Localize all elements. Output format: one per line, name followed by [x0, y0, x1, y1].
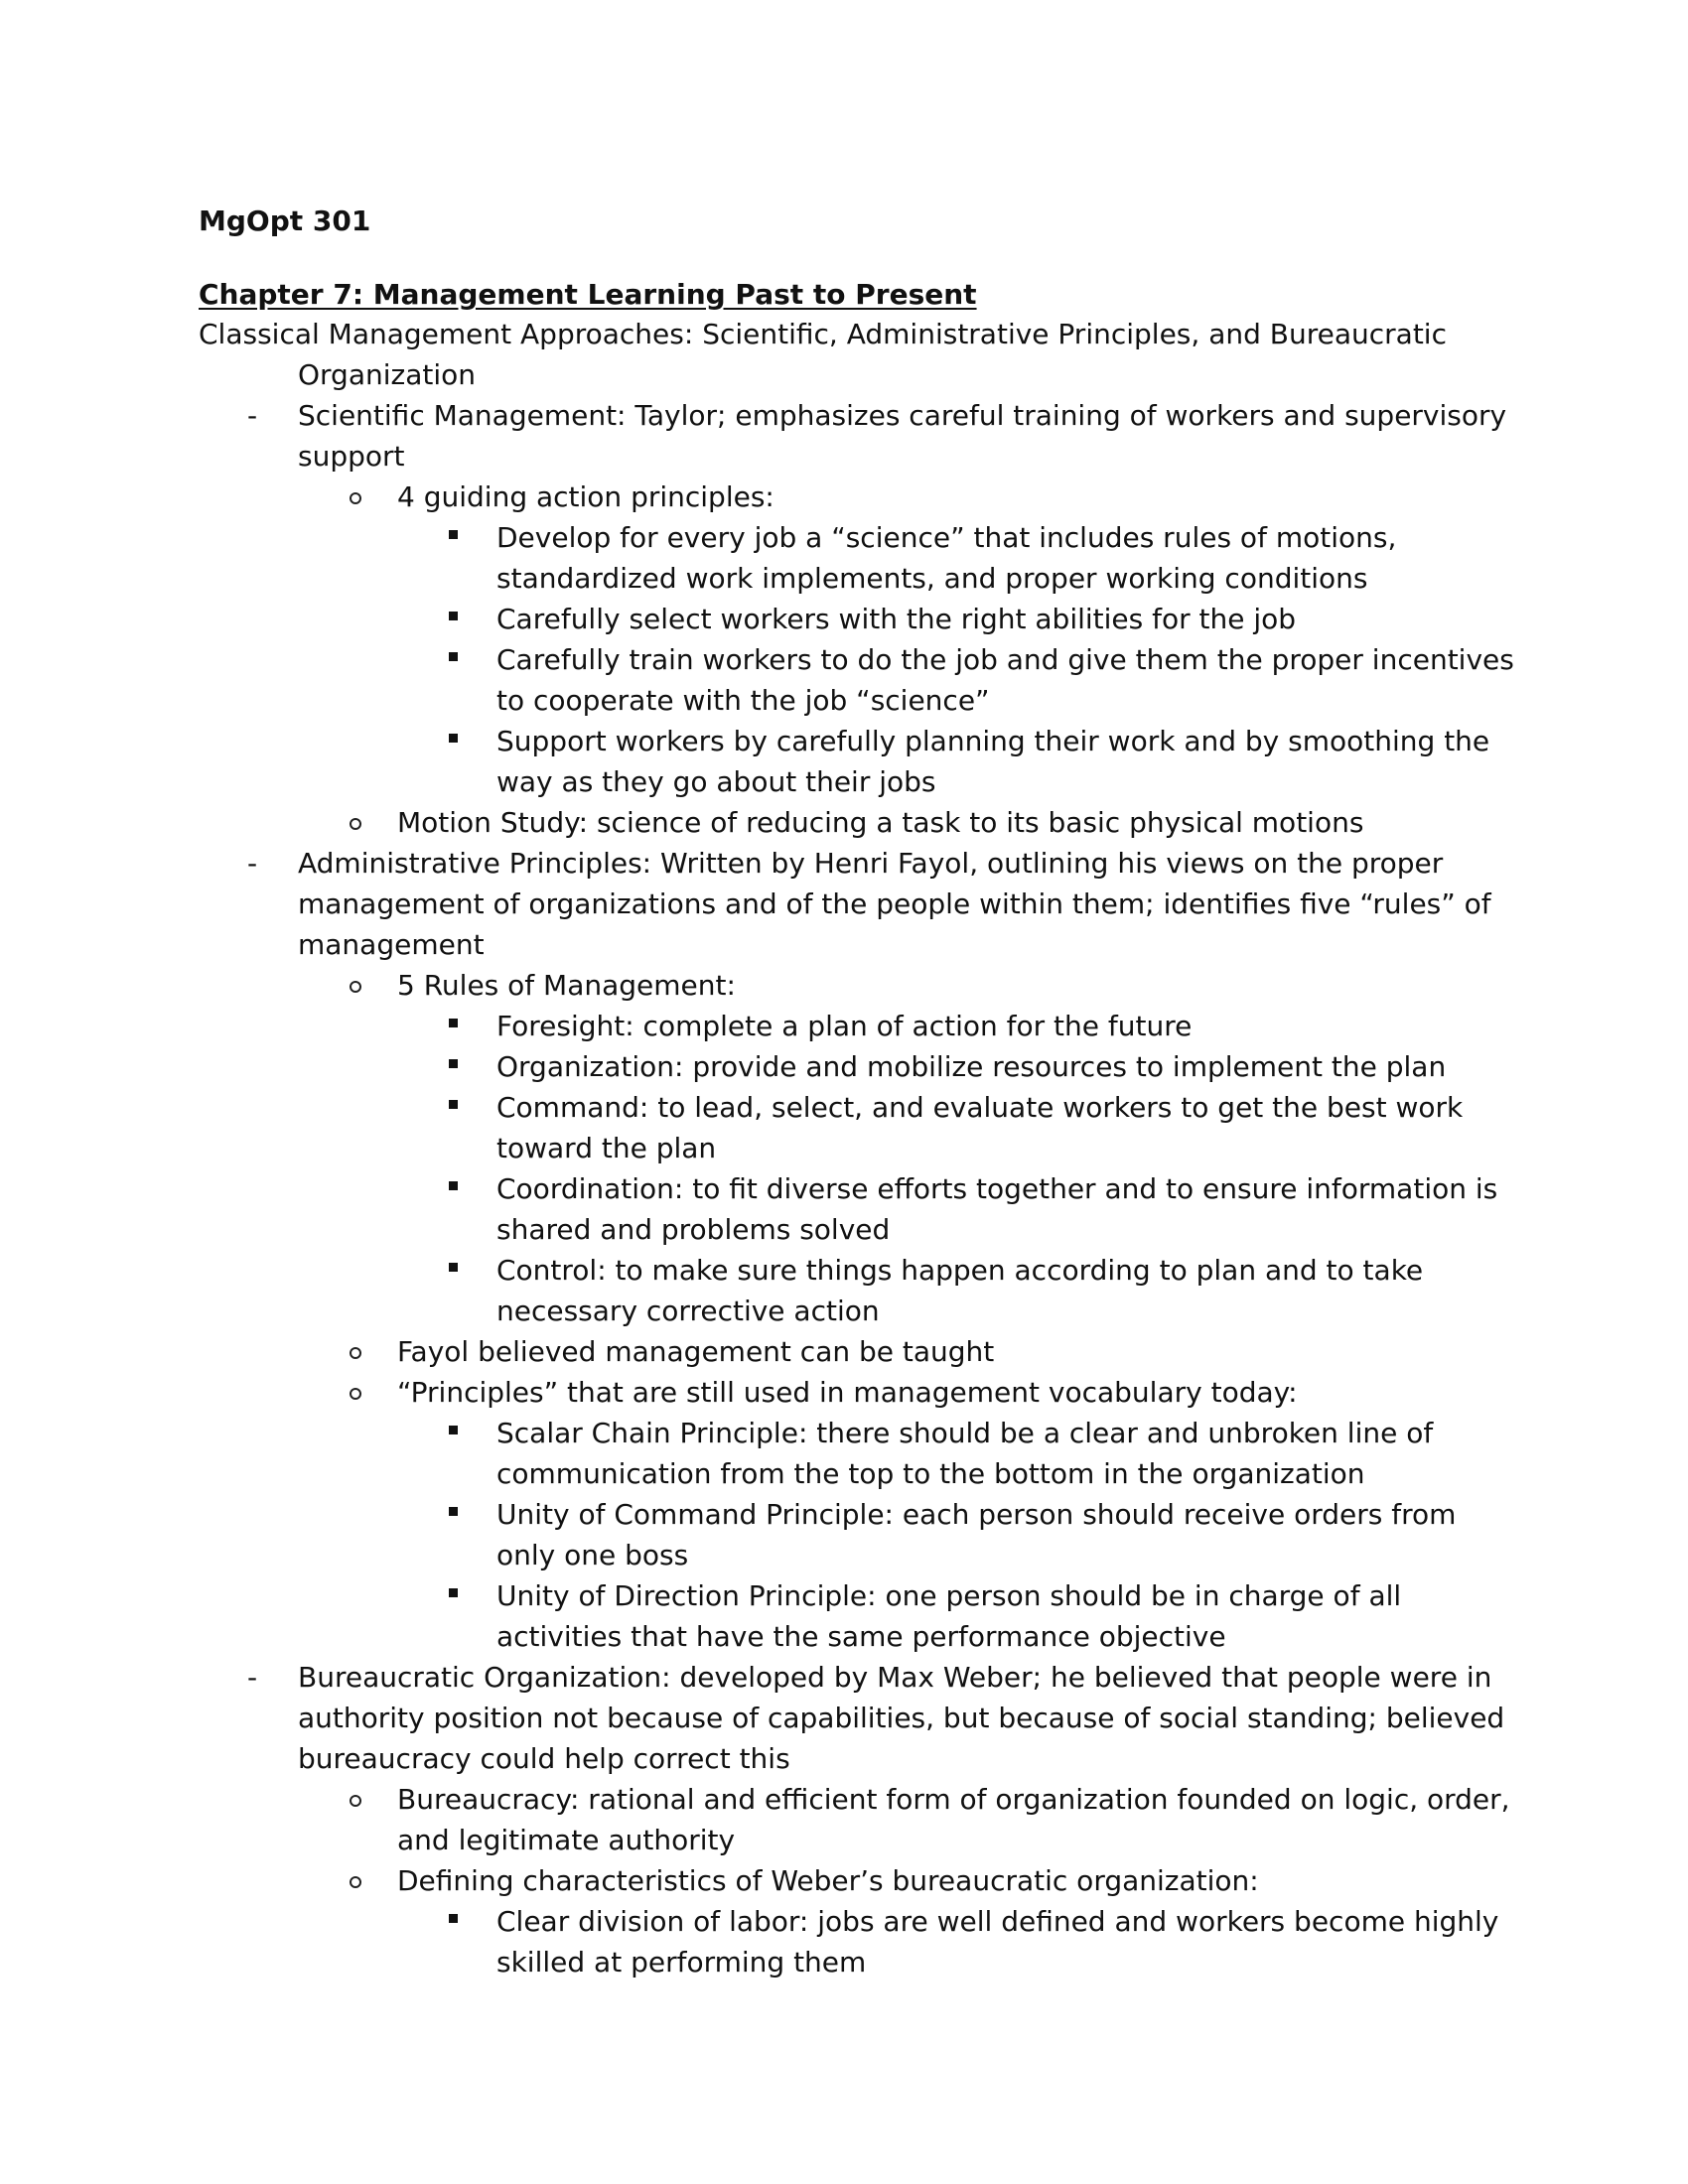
- principle-1-line-1: Scalar Chain Principle: there should be a clear and unbroken line of: [496, 1417, 1434, 1449]
- square-bullet-icon: [449, 1181, 458, 1190]
- chapter-heading: Chapter 7: Management Learning Past to Present: [199, 278, 977, 311]
- dash-bullet: -: [246, 399, 258, 432]
- bureaucratic-line-1: Bureaucratic Organization: developed by Max Weber; he believed that people were in: [298, 1661, 1492, 1694]
- rule-5-line-1: Control: to make sure things happen according to plan and to take: [496, 1254, 1424, 1287]
- principle-3-line-2: activities that have the same performance objective: [496, 1620, 1226, 1653]
- guiding-principle-3-line-1: Carefully train workers to do the job and give them the proper incentives: [496, 643, 1514, 676]
- square-bullet-icon: [449, 1019, 458, 1027]
- square-bullet-icon: [449, 612, 458, 620]
- rule-2: Organization: provide and mobilize resources to implement the plan: [496, 1050, 1447, 1083]
- course-title: MgOpt 301: [199, 205, 371, 237]
- square-bullet-icon: [449, 530, 458, 539]
- circle-bullet-icon: [350, 1795, 361, 1807]
- fayol-taught: Fayol believed management can be taught: [397, 1335, 995, 1368]
- motion-study: Motion Study: science of reducing a task to its basic physical motions: [397, 806, 1364, 839]
- principle-3-line-1: Unity of Direction Principle: one person should be in charge of all: [496, 1579, 1402, 1612]
- rule-5-line-2: necessary corrective action: [496, 1295, 880, 1327]
- scientific-line-1: Scientific Management: Taylor; emphasizes careful training of workers and supervisory: [298, 399, 1507, 432]
- guiding-principle-2: Carefully select workers with the right abilities for the job: [496, 603, 1297, 635]
- bureaucracy-line-1: Bureaucracy: rational and efficient form of organization founded on logic, order,: [397, 1783, 1510, 1816]
- principle-2-line-2: only one boss: [496, 1539, 689, 1571]
- intro-line-2: Organization: [298, 358, 477, 391]
- guiding-principle-1-line-2: standardized work implements, and proper working conditions: [496, 562, 1368, 595]
- square-bullet-icon: [449, 652, 458, 661]
- square-bullet-icon: [449, 1426, 458, 1434]
- bureaucratic-line-3: bureaucracy could help correct this: [298, 1742, 790, 1775]
- circle-bullet-icon: [350, 1388, 361, 1400]
- characteristic-1-line-2: skilled at performing them: [496, 1946, 867, 1979]
- administrative-line-2: management of organizations and of the people within them; identifies five “rules” of: [298, 887, 1491, 920]
- rule-4-line-2: shared and problems solved: [496, 1213, 891, 1246]
- bureaucracy-line-2: and legitimate authority: [397, 1824, 736, 1856]
- scientific-line-2: support: [298, 440, 405, 473]
- square-bullet-icon: [449, 1263, 458, 1272]
- administrative-line-3: management: [298, 928, 485, 961]
- circle-bullet-icon: [350, 1876, 361, 1888]
- guiding-principle-4-line-2: way as they go about their jobs: [496, 765, 936, 798]
- rule-3-line-1: Command: to lead, select, and evaluate workers to get the best work: [496, 1091, 1464, 1124]
- bureaucratic-line-2: authority position not because of capabilities, but because of social standing; believed: [298, 1702, 1505, 1734]
- characteristics-heading: Defining characteristics of Weber’s bureaucratic organization:: [397, 1864, 1259, 1897]
- square-bullet-icon: [449, 1059, 458, 1068]
- circle-bullet-icon: [350, 981, 361, 993]
- dash-bullet: -: [246, 847, 258, 880]
- principle-1-line-2: communication from the top to the bottom in the organization: [496, 1457, 1365, 1490]
- intro-line-1: Classical Management Approaches: Scientific, Administrative Principles, and Bureaucratic: [199, 318, 1447, 350]
- guiding-principle-4-line-1: Support workers by carefully planning their work and by smoothing the: [496, 725, 1490, 757]
- rules-heading: 5 Rules of Management:: [397, 969, 736, 1002]
- rule-1: Foresight: complete a plan of action for the future: [496, 1010, 1193, 1042]
- square-bullet-icon: [449, 1507, 458, 1516]
- circle-bullet-icon: [350, 1347, 361, 1359]
- characteristic-1-line-1: Clear division of labor: jobs are well defined and workers become highly: [496, 1905, 1499, 1938]
- principle-2-line-1: Unity of Command Principle: each person should receive orders from: [496, 1498, 1457, 1531]
- circle-bullet-icon: [350, 818, 361, 830]
- square-bullet-icon: [449, 1100, 458, 1109]
- guiding-principle-3-line-2: to cooperate with the job “science”: [496, 684, 990, 717]
- guiding-principles-heading: 4 guiding action principles:: [397, 480, 774, 513]
- square-bullet-icon: [449, 1588, 458, 1597]
- dash-bullet: -: [246, 1661, 258, 1694]
- administrative-line-1: Administrative Principles: Written by Henri Fayol, outlining his views on the proper: [298, 847, 1444, 880]
- square-bullet-icon: [449, 734, 458, 743]
- square-bullet-icon: [449, 1914, 458, 1923]
- circle-bullet-icon: [350, 492, 361, 504]
- principles-heading: “Principles” that are still used in management vocabulary today:: [397, 1376, 1298, 1409]
- guiding-principle-1-line-1: Develop for every job a “science” that includes rules of motions,: [496, 521, 1397, 554]
- rule-3-line-2: toward the plan: [496, 1132, 717, 1164]
- rule-4-line-1: Coordination: to fit diverse efforts together and to ensure information is: [496, 1172, 1498, 1205]
